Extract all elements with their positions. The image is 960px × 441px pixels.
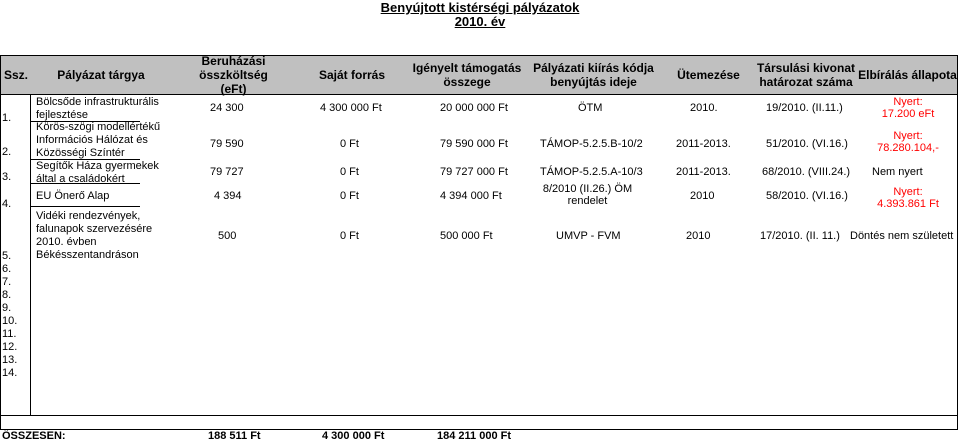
row-subject: Körös-szögi modellértékű Információs Hálózat és Közösségi Színtér — [36, 121, 161, 159]
row-tarsulasi: 17/2010. (II. 11.) — [760, 230, 840, 242]
header-kiiras: Pályázati kiírás kódja benyújtás ideje — [533, 61, 654, 89]
row-utemezes: 2011-2013. — [676, 166, 731, 178]
row-subject: Bölcsőde infrastrukturális fejlesztése — [36, 96, 159, 121]
row-subject: Vidéki rendezvények, falunapok szervezésére 2010. évben Békésszentandráson — [36, 210, 153, 261]
header-targya: Pályázat tárgya — [57, 68, 145, 83]
row-utemezes: 2011-2013. — [676, 138, 731, 150]
row-number: 6. — [2, 263, 12, 275]
row-number: 8. — [2, 289, 12, 301]
row-status: Döntés nem született — [850, 230, 954, 242]
row-number: 5. — [2, 250, 12, 262]
total-igenyelt: 184 211 000 Ft — [437, 430, 512, 441]
row-status: Nyert: 17.200 eFt — [881, 96, 935, 120]
row-tarsulasi: 58/2010. (VI.16.) — [766, 190, 848, 202]
row-beruhazasi: 4 394 — [214, 190, 242, 202]
header-ssz: Ssz. — [3, 68, 28, 83]
row-tarsulasi: 51/2010. (VI.16.) — [766, 138, 848, 150]
row-sajat: 4 300 000 Ft — [320, 102, 382, 114]
row-kiiras: TÁMOP-5.2.5.A-10/3 — [540, 166, 643, 178]
row-igenyelt: 500 000 Ft — [440, 230, 493, 242]
header-elbiralas: Elbírálás állapota — [858, 68, 957, 83]
row-igenyelt: 4 394 000 Ft — [440, 190, 502, 202]
row-kiiras: 8/2010 (II.26.) ÖM rendelet — [542, 183, 633, 207]
row-number: 11. — [2, 328, 17, 340]
total-beruhazasi: 188 511 Ft — [208, 430, 261, 441]
row-subject: Segítők Háza gyermekek által a családokért — [36, 160, 159, 185]
row-igenyelt: 20 000 000 Ft — [440, 102, 508, 114]
row-status: Nem nyert — [872, 166, 923, 178]
total-sajat: 4 300 000 Ft — [322, 430, 385, 441]
row-beruhazasi: 79 590 — [210, 138, 244, 150]
row-number: 12. — [2, 341, 18, 353]
header-sajat: Saját forrás — [318, 68, 386, 83]
header-igenyelt: Igényelt támogatás összege — [412, 61, 522, 89]
row-number: 4. — [2, 198, 12, 210]
row-beruhazasi: 24 300 — [210, 102, 244, 114]
row-tarsulasi: 19/2010. (II.11.) — [766, 102, 843, 114]
row-number: 3. — [2, 171, 12, 183]
row-number: 1. — [2, 112, 12, 124]
total-label: ÖSSZESEN: — [2, 430, 66, 441]
row-number: 10. — [2, 315, 18, 327]
row-number: 7. — [2, 276, 12, 288]
row-number: 14. — [2, 367, 18, 379]
row-sajat: 0 Ft — [340, 190, 359, 202]
row-utemezes: 2010. — [690, 102, 718, 114]
row-beruhazasi: 79 727 — [210, 166, 244, 178]
header-beruhazasi: Beruházási összköltség (eFt) — [199, 54, 268, 96]
row-number: 9. — [2, 302, 12, 314]
row-kiiras: ÖTM — [578, 102, 603, 114]
row-utemezes: 2010 — [686, 230, 711, 242]
row-number: 2. — [2, 146, 12, 158]
row-status: Nyert: 4.393.861 Ft — [877, 186, 939, 210]
row-status: Nyert: 78.280.104,- — [877, 130, 939, 154]
page-title: Benyújtott kistérségi pályázatok — [380, 0, 580, 15]
header-utemezes: Ütemezése — [677, 68, 740, 83]
table-header — [0, 55, 958, 95]
row-kiiras: UMVP - FVM — [556, 230, 621, 242]
row-number: 13. — [2, 354, 18, 366]
row-igenyelt: 79 590 000 Ft — [440, 138, 508, 150]
row-igenyelt: 79 727 000 Ft — [440, 166, 508, 178]
row-tarsulasi: 68/2010. (VIII.24.) — [762, 166, 851, 178]
row-sajat: 0 Ft — [340, 138, 359, 150]
row-sajat: 0 Ft — [340, 230, 359, 242]
row-utemezes: 2010 — [690, 190, 715, 202]
row-subject: EU Önerő Alap — [36, 190, 110, 202]
row-kiiras: TÁMOP-5.2.5.B-10/2 — [540, 138, 643, 150]
row-beruhazasi: 500 — [218, 230, 237, 242]
row-sajat: 0 Ft — [340, 166, 359, 178]
page-subtitle: 2010. év — [454, 14, 506, 29]
header-tarsulasi: Társulási kivonat határozat száma — [756, 61, 856, 89]
